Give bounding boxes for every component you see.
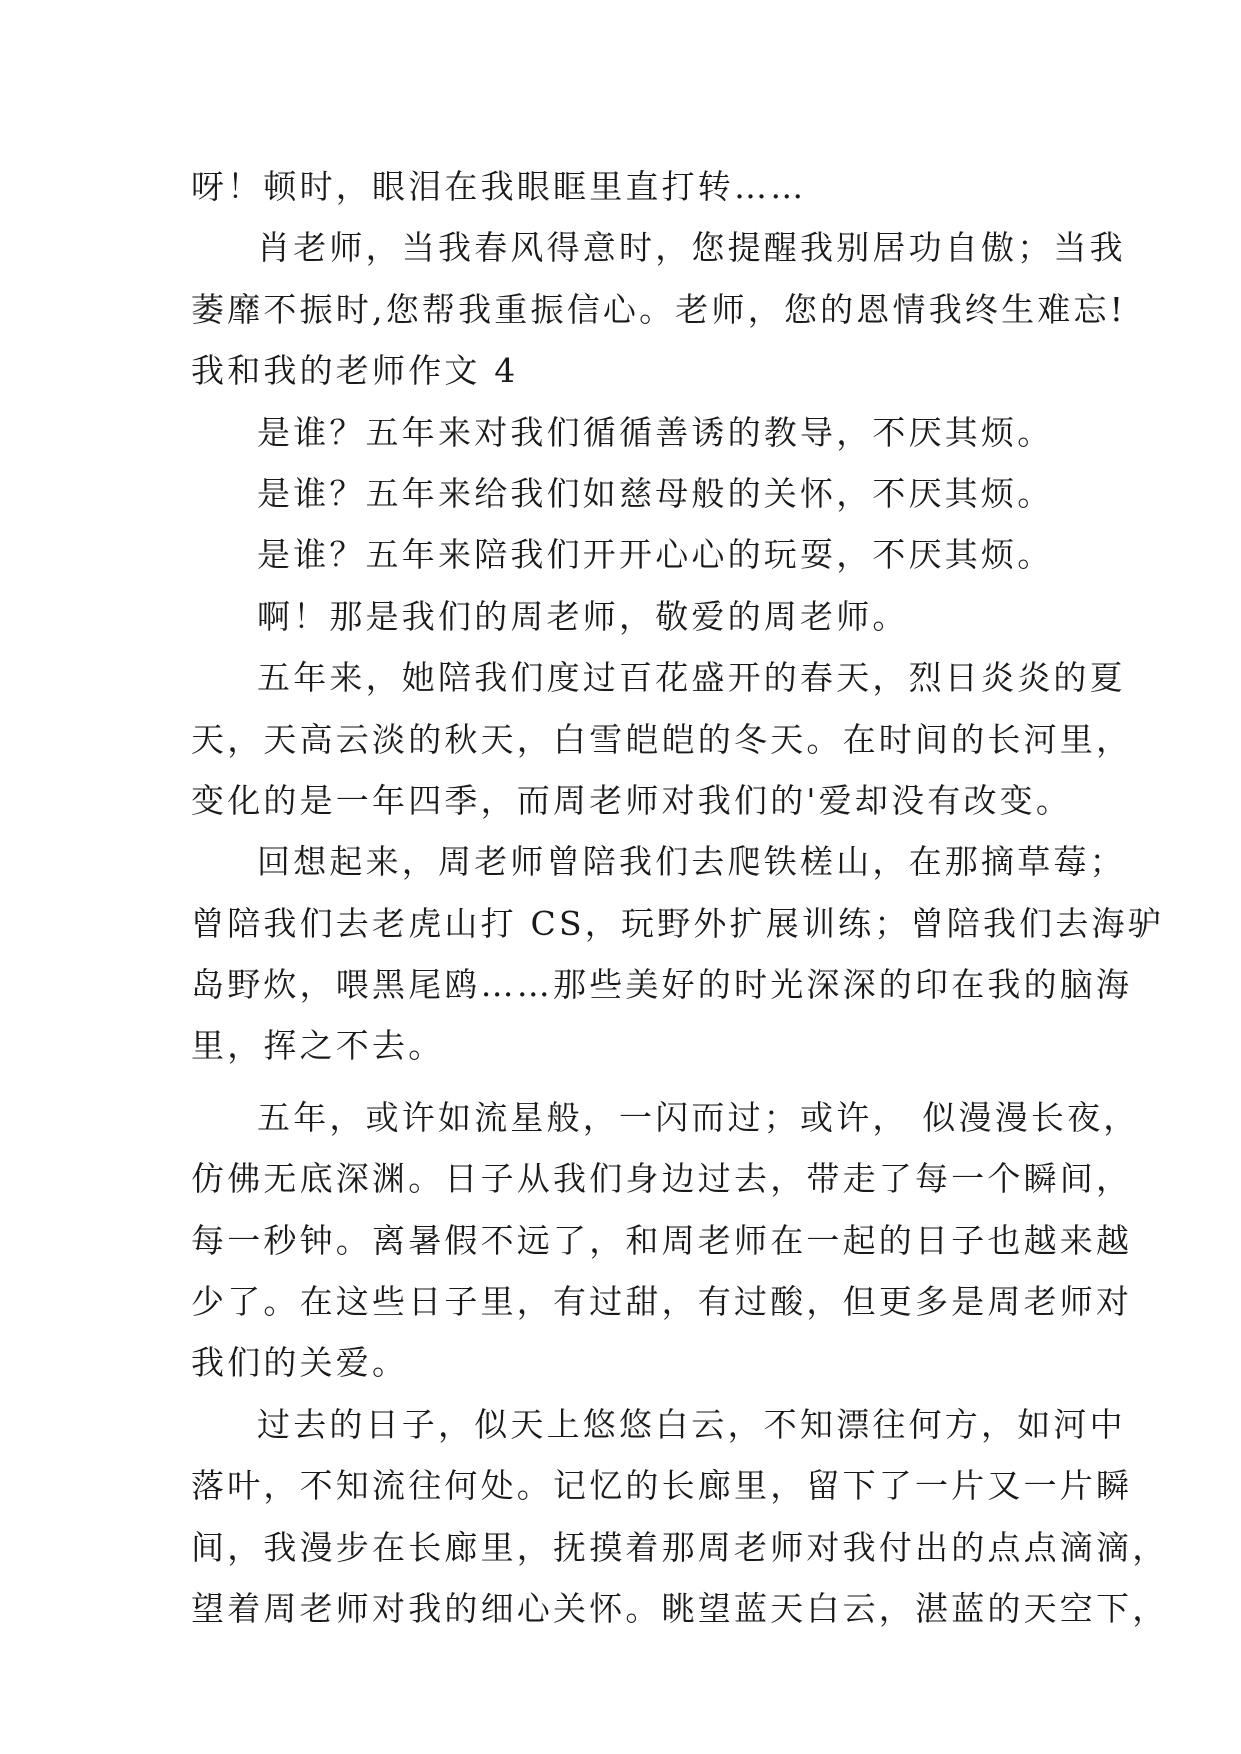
section-title: 我和我的老师作文 4: [191, 351, 519, 391]
text-line: 五年，或许如流星般，一闪而过；或许， 似漫漫长夜，: [257, 1097, 1140, 1137]
text-line: 五年来，她陪我们度过百花盛开的春天，烈日炎炎的夏: [257, 658, 1126, 698]
text-line: 回想起来，周老师曾陪我们去爬铁槎山，在那摘草莓；: [257, 842, 1126, 882]
text-line: 是谁？五年来对我们循循善诱的教导，不厌其烦。: [257, 412, 1054, 452]
text-line: 曾陪我们去老虎山打 CS，玩野外扩展训练；曾陪我们去海驴: [191, 903, 1164, 943]
text-line: 啊！那是我们的周老师，敬爱的周老师。: [257, 596, 909, 636]
text-line: 里，挥之不去。: [191, 1026, 445, 1066]
text-line: 落叶，不知流往何处。记忆的长廊里，留下了一片又一片瞬: [191, 1466, 1133, 1506]
text-line: 天，天高云淡的秋天，白雪皑皑的冬天。在时间的长河里，: [191, 719, 1133, 759]
text-line: 变化的是一年四季，而周老师对我们的'爱却没有改变。: [191, 780, 1073, 820]
text-line: 每一秒钟。离暑假不远了，和周老师在一起的日子也越来越: [191, 1220, 1133, 1260]
text-line: 我们的关爱。: [191, 1343, 409, 1383]
document-body: [191, 156, 1169, 1639]
paragraph-gap: [191, 1077, 1081, 1087]
text-line: 望着周老师对我的细心关怀。眺望蓝天白云，湛蓝的天空下，: [191, 1588, 1169, 1628]
text-line: 间，我漫步在长廊里，抚摸着那周老师对我付出的点点滴滴，: [191, 1527, 1169, 1567]
text-line: 仿佛无底深渊。日子从我们身边过去，带走了每一个瞬间，: [191, 1159, 1133, 1199]
text-line: 萎靡不振时,您帮我重振信心。老师，您的恩情我终生难忘!: [191, 289, 1127, 329]
text-line: 肖老师，当我春风得意时，您提醒我别居功自傲；当我: [257, 228, 1126, 268]
text-line: 是谁？五年来给我们如慈母般的关怀，不厌其烦。: [257, 473, 1054, 513]
text-line: 呀！顿时，眼泪在我眼眶里直打转……: [191, 167, 807, 206]
text-line: 过去的日子，似天上悠悠白云，不知漂往何方，如河中: [257, 1404, 1126, 1444]
text-line: 少了。在这些日子里，有过甜，有过酸，但更多是周老师对: [191, 1282, 1133, 1322]
text-line: 岛野炊，喂黑尾鸥……那些美好的时光深深的印在我的脑海: [191, 965, 1133, 1005]
text-line: 是谁？五年来陪我们开开心心的玩耍，不厌其烦。: [257, 535, 1054, 575]
